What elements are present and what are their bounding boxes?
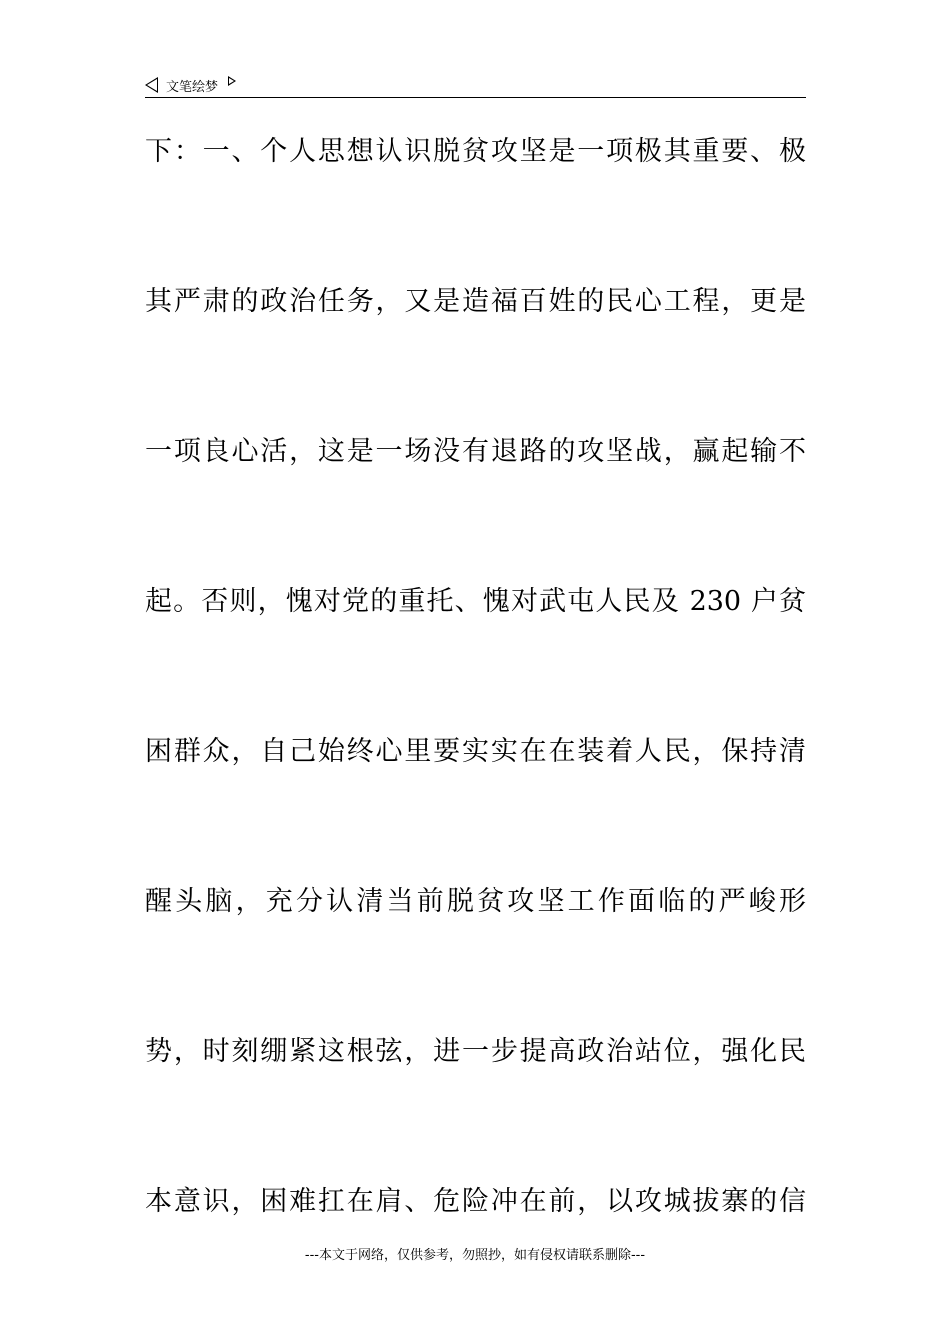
document-body (145, 125, 806, 1325)
header-divider (145, 97, 806, 98)
body-line: 困群众，自己始终心里要实实在在装着人民，保持清 (145, 736, 806, 767)
triangle-right-icon (228, 76, 236, 86)
body-line: 起。否则，愧对党的重托、愧对武屯人民及 230 户贫 (145, 586, 806, 617)
body-line: 下：一、个人思想认识脱贫攻坚是一项极其重要、极 (145, 136, 806, 167)
header-title: 文笔绘梦 (166, 79, 219, 95)
footer-notice: ---本文于网络，仅供参考，勿照抄，如有侵权请联系删除--- (304, 1248, 646, 1263)
body-line: 本意识，困难扛在肩、危险冲在前，以攻城拔寨的信 (145, 1186, 806, 1217)
triangle-left-icon (145, 77, 158, 93)
body-line: 其严肃的政治任务，又是造福百姓的民心工程，更是 (145, 286, 806, 317)
body-line: 醒头脑，充分认清当前脱贫攻坚工作面临的严峻形 (145, 886, 806, 917)
body-line: 势，时刻绷紧这根弦，进一步提高政治站位，强化民 (145, 1036, 806, 1067)
page-header (145, 72, 806, 98)
body-line: 一项良心活，这是一场没有退路的攻坚战，赢起输不 (145, 436, 806, 467)
